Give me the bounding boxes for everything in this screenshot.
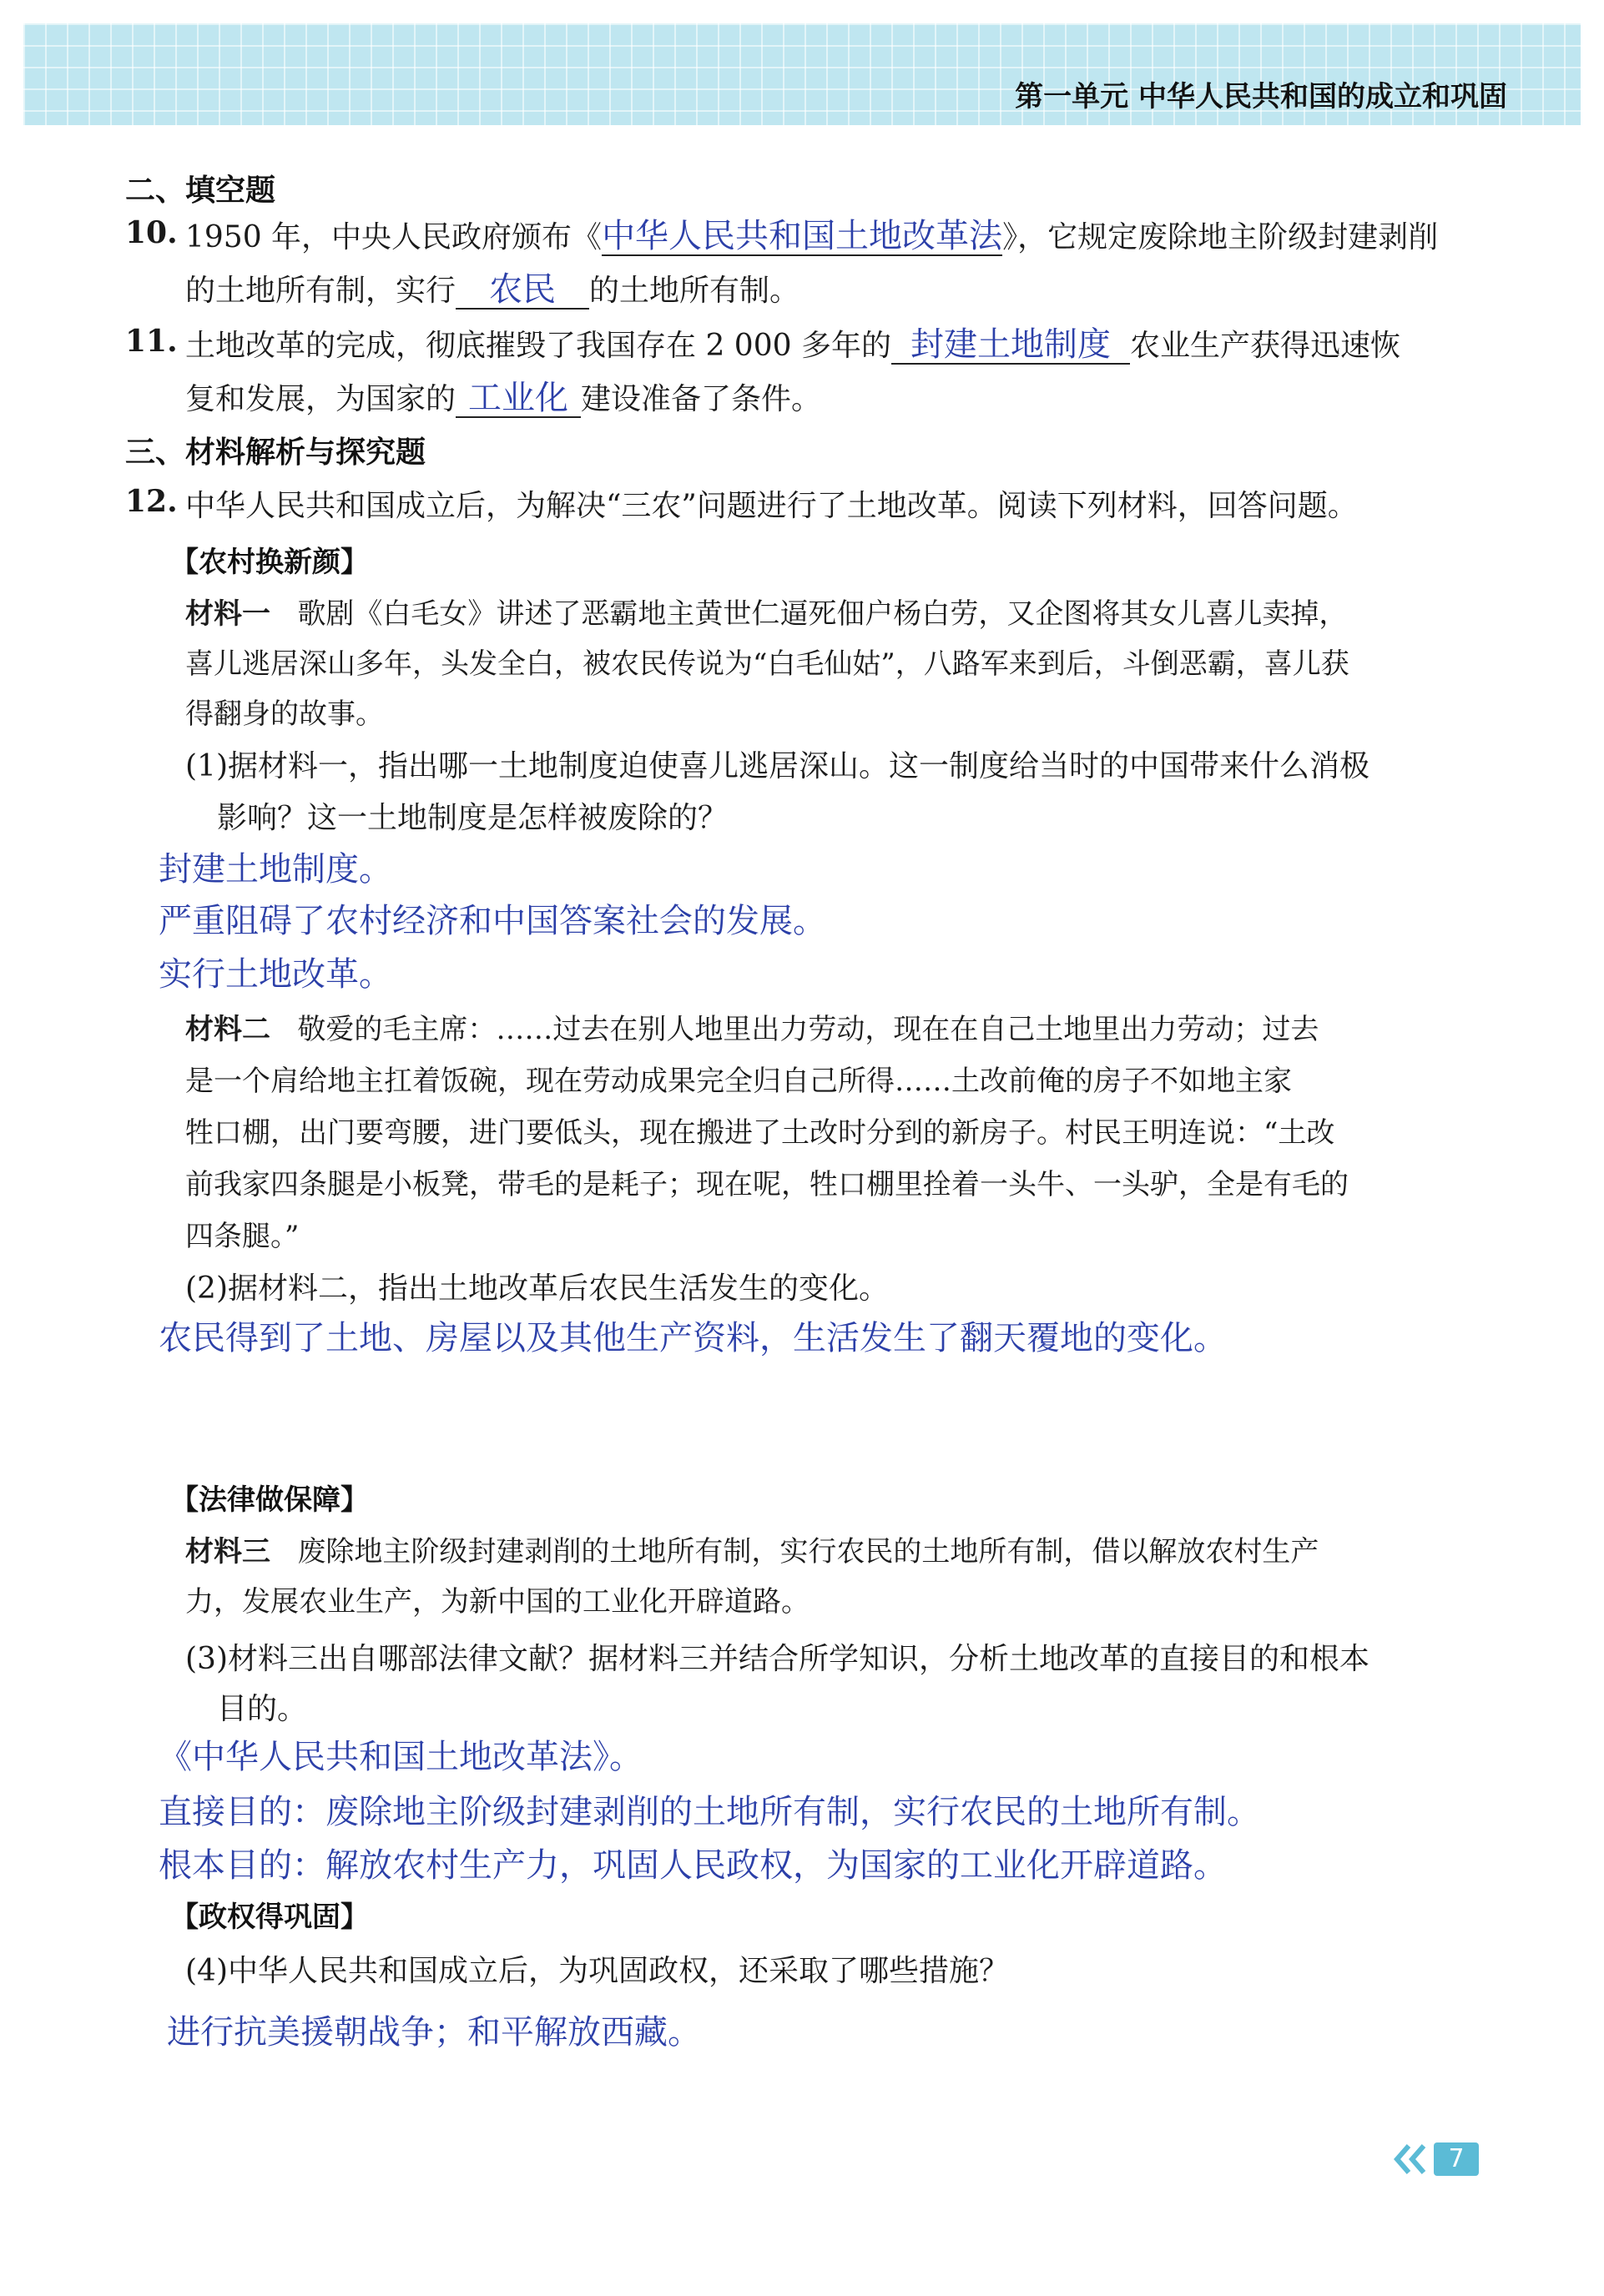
q10-line-2: [185, 267, 799, 310]
material-2-line-5: 四条腿。”: [185, 1220, 300, 1253]
material-2-line-2: 是一个肩给地主扛着饭碗，现在劳动成果完全归自己所得……土改前俺的房子不如地主家: [185, 1065, 1292, 1098]
q10-text-c: 的土地所有制，实行: [185, 274, 456, 308]
question-number-11: 11.: [125, 324, 178, 359]
material-3-label: 材料三: [185, 1535, 270, 1568]
heading-regime-consolidation: 【政权得巩固】: [170, 1901, 369, 1934]
q11-text-d: 建设准备了条件。: [581, 382, 822, 416]
answer-3-line-3: 根本目的：解放农村生产力，巩固人民政权，为国家的工业化开辟道路。: [159, 1846, 1227, 1885]
q10-line-1: [185, 214, 1438, 256]
subquestion-2: (2)据材料二，指出土地改革后农民生活发生的变化。: [185, 1271, 889, 1306]
material-1-label: 材料一: [185, 597, 270, 631]
answer-1-line-2: 严重阻碍了农村经济和中国答案社会的发展。: [159, 902, 826, 940]
unit-title: 第一单元 中华人民共和国的成立和巩固: [1015, 80, 1507, 113]
subquestion-3-line-1: (3)材料三出自哪部法律文献？据材料三并结合所学知识，分析土地改革的直接目的和根本: [185, 1642, 1369, 1676]
page-number: 7: [1434, 2142, 1479, 2176]
material-1-text-1: 歌剧《白毛女》讲述了恶霸地主黄世仁逼死佃户杨白劳，又企图将其女儿喜儿卖掉，: [297, 597, 1348, 631]
q11-blank-1[interactable]: 封建土地制度: [891, 326, 1130, 365]
answer-2: 农民得到了土地、房屋以及其他生产资料，生活发生了翻天覆地的变化。: [159, 1319, 1227, 1357]
q11-line-2: [185, 375, 821, 418]
double-chevron-left-icon: [1390, 2141, 1432, 2178]
q11-text-a: 土地改革的完成，彻底摧毁了我国存在 2 000 多年的: [185, 329, 891, 363]
material-1-line-3: 得翻身的故事。: [185, 697, 384, 731]
q11-blank-2[interactable]: 工业化: [456, 380, 581, 418]
question-number-10: 10.: [125, 215, 178, 250]
subquestion-4: (4)中华人民共和国成立后，为巩固政权，还采取了哪些措施？: [185, 1954, 1009, 1988]
material-1-line-2: 喜儿逃居深山多年，头发全白，被农民传说为“白毛仙姑”，八路军来到后，斗倒恶霸，喜儿获: [185, 647, 1349, 681]
q10-text-d: 的土地所有制。: [589, 274, 800, 308]
material-2-line-3: 牲口棚，出门要弯腰，进门要低头，现在搬进了土改时分到的新房子。村民王明连说：“土改: [185, 1116, 1335, 1150]
subquestion-1-line-1: (1)据材料一，指出哪一土地制度迫使喜儿逃居深山。这一制度给当时的中国带来什么消极: [185, 749, 1369, 783]
material-2-line-4: 前我家四条腿是小板凳，带毛的是耗子；现在呢，牲口棚里拴着一头牛、一头驴，全是有毛的: [185, 1168, 1349, 1201]
answer-4: 进行抗美援朝战争；和平解放西藏。: [167, 2013, 701, 2052]
material-2-label: 材料二: [185, 1013, 270, 1046]
q10-text-b: 》，它规定废除地主阶级封建剥削: [1002, 220, 1439, 254]
answer-1-line-1: 封建土地制度。: [159, 850, 392, 889]
material-3-line-1: [185, 1528, 1319, 1569]
q10-blank-1[interactable]: 中华人民共和国土地改革法: [602, 217, 1003, 255]
material-3-text-1: 废除地主阶级封建剥削的土地所有制，实行农民的土地所有制，借以解放农村生产: [297, 1535, 1319, 1568]
section-heading-fill-blank: 二、填空题: [125, 174, 276, 208]
q11-text-c: 复和发展，为国家的: [185, 382, 456, 416]
q11-text-b: 农业生产获得迅速恢: [1129, 329, 1400, 363]
material-2-line-1: [185, 1006, 1319, 1047]
subquestion-1-line-2: 影响？这一土地制度是怎样被废除的？: [217, 801, 729, 835]
material-3-line-2: 力，发展农业生产，为新中国的工业化开辟道路。: [185, 1585, 810, 1619]
material-1-line-1: [185, 591, 1347, 632]
heading-rural-change: 【农村换新颜】: [170, 546, 369, 579]
q11-line-1: [185, 322, 1400, 365]
heading-legal-guarantee: 【法律做保障】: [170, 1483, 369, 1517]
question-number-12: 12.: [125, 484, 178, 519]
material-2-text-1: 敬爱的毛主席：……过去在别人地里出力劳动，现在在自己土地里出力劳动；过去: [297, 1013, 1319, 1046]
q12-intro: 中华人民共和国成立后，为解决“三农”问题进行了土地改革。阅读下列材料，回答问题。: [185, 489, 1358, 523]
answer-3-line-1: 《中华人民共和国土地改革法》。: [159, 1738, 643, 1776]
section-heading-analysis: 三、材料解析与探究题: [125, 436, 426, 470]
answer-1-line-3: 实行土地改革。: [159, 955, 392, 994]
q10-text-a: 1950 年，中央人民政府颁布《: [185, 220, 603, 254]
subquestion-3-line-2: 目的。: [217, 1692, 308, 1726]
answer-3-line-2: 直接目的：废除地主阶级封建剥削的土地所有制，实行农民的土地所有制。: [159, 1793, 1260, 1831]
q10-blank-2[interactable]: 农民: [456, 271, 589, 310]
